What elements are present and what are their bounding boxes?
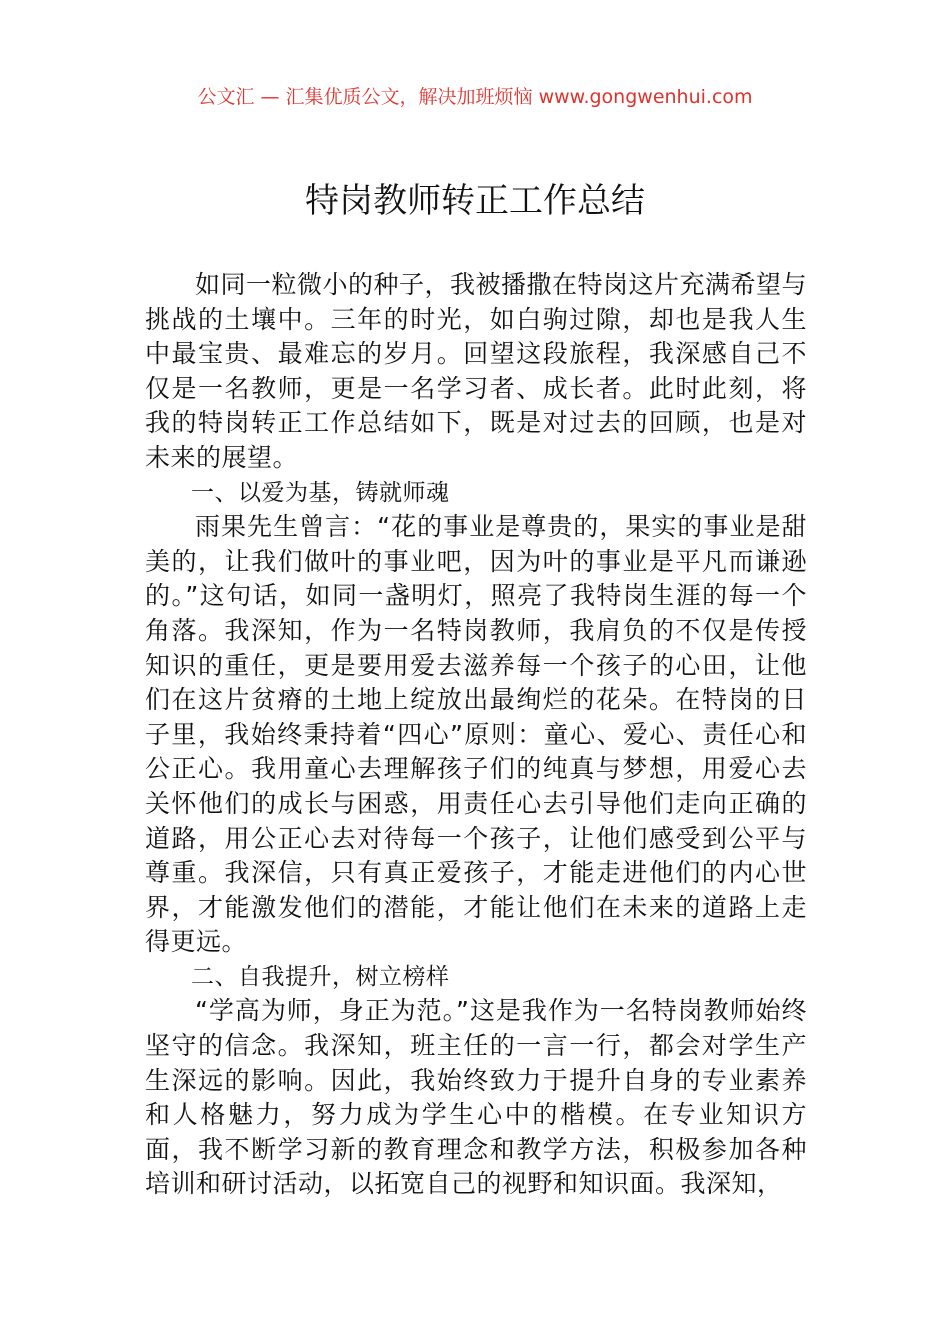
section-heading-2: 二、自我提升，树立榜样	[191, 963, 450, 990]
paragraph-section-1: 雨果先生曾言：“花的事业是尊贵的，果实的事业是甜美的，让我们做叶的事业吧，因为叶的事业是平凡而谦逊的。”这句话，如同一盏明灯，照亮了我特岗生涯的每一个角落。我深知，作为一名特岗教师，我肩负的不仅是传授知识的重任，更是要用爱去滋养每一个孩子的心田，让他们在这片贫瘠的土地上绽放出最绚烂的花朵。在特岗的日子里，我始终秉持着“四心”原则：童心、爱心、责任心和公正心。我用童心去理解孩子们的纯真与梦想，用爱心去关怀他们的成长与困惑，用责任心去引导他们走向正确的道路，用公正心去对待每一个孩子，让他们感受到公平与尊重。我深信，只有真正爱孩子，才能走进他们的内心世界，才能激发他们的潜能，才能让他们在未来的道路上走得更远。	[145, 512, 807, 957]
document-body	[145, 268, 807, 1202]
document-title: 特岗教师转正工作总结	[305, 181, 645, 221]
paragraph-section-2: “学高为师，身正为范。”这是我作为一名特岗教师始终坚守的信念。我深知，班主任的一言一行，都会对学生产生深远的影响。因此，我始终致力于提升自身的专业素养和人格魅力，努力成为学生心中的楷模。在专业知识方面，我不断学习新的教育理念和教学方法，积极参加各种培训和研讨活动，以拓宽自己的视野和知识面。我深知，	[145, 996, 807, 1199]
header-banner: 公文汇 — 汇集优质公文，解决加班烦恼 www.gongwenhui.com	[197, 86, 753, 108]
section-heading-1: 一、以爱为基，铸就师魂	[191, 479, 450, 506]
paragraph-intro: 如同一粒微小的种子，我被播撒在特岗这片充满希望与挑战的土壤中。三年的时光，如白驹过隙，却也是我人生中最宝贵、最难忘的岁月。回望这段旅程，我深感自己不仅是一名教师，更是一名学习者、成长者。此时此刻，将我的特岗转正工作总结如下，既是对过去的回顾，也是对未来的展望。	[145, 270, 808, 472]
